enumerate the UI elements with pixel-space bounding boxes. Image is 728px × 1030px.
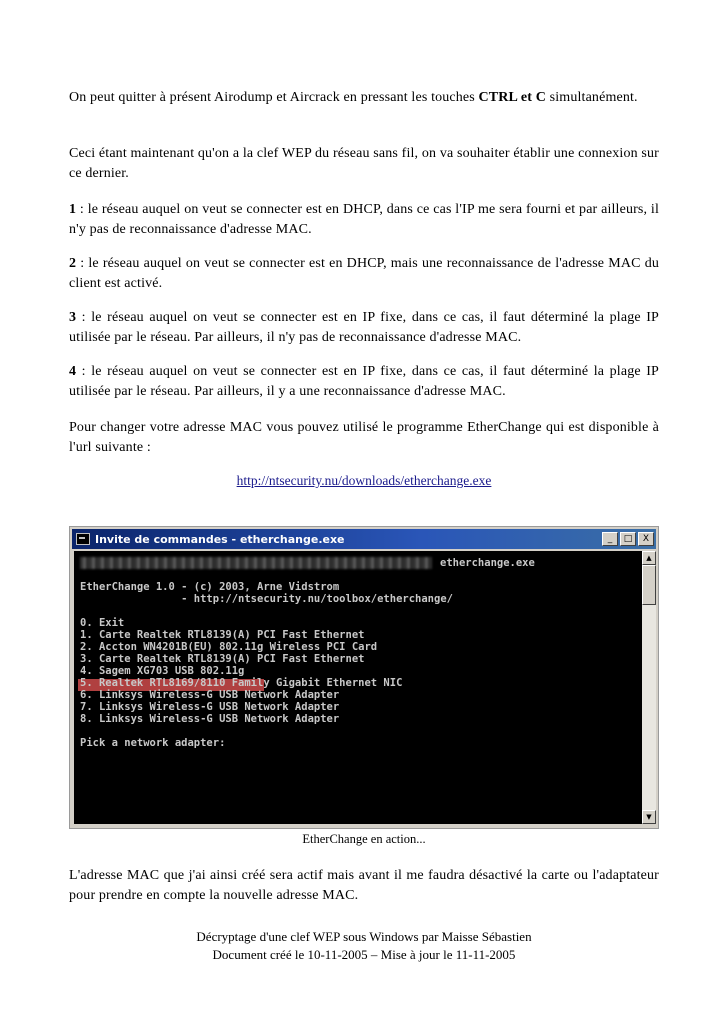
scroll-thumb[interactable] (642, 565, 656, 605)
paragraph-wep-key: Ceci étant maintenant qu'on a la clef WEP du réseau sans fil, on va souhaiter établir une connexion sur ce dernier. (69, 146, 659, 181)
console-line: 8. Linksys Wireless-G USB Network Adapter (80, 713, 340, 725)
window-titlebar (72, 529, 656, 549)
maximize-button[interactable]: □ (620, 532, 636, 546)
console-line: 2. Accton WN4201B(EU) 802.11g Wireless PCI Card (80, 641, 378, 653)
console-output (74, 551, 642, 824)
case-4-number: 4 (69, 364, 77, 379)
scroll-up-button[interactable]: ▲ (642, 551, 656, 565)
paragraph-quit-text: On peut quitter à présent Airodump et Aircrack en pressant les touches (69, 90, 479, 105)
console-prompt: Pick a network adapter: (80, 737, 226, 749)
scroll-down-button[interactable]: ▼ (642, 810, 656, 824)
case-1-text: : le réseau auquel on veut se connecter est en DHCP, dans ce cas l'IP me sera fourni et par ailleurs, il n'y pas de reconnaissance d'adresse MAC. (69, 202, 659, 237)
paragraph-mac-address: L'adresse MAC que j'ai ainsi créé sera actif mais avant il me faudra désactivé la carte ou l'adaptateur pour prendre en compte la nouvelle adresse MAC. (69, 868, 659, 903)
console-line: 4. Sagem XG703 USB 802.11g (80, 665, 245, 677)
console-line: 1. Carte Realtek RTL8139(A) PCI Fast Ethernet (80, 629, 365, 641)
footer-line-1: Décryptage d'une clef WEP sous Windows par Maisse Sébastien (196, 929, 532, 944)
paragraph-quit (69, 88, 659, 108)
window-title: Invite de commandes - etherchange.exe (95, 532, 345, 546)
console-line: EtherChange 1.0 - (c) 2003, Arne Vidstrom (80, 581, 340, 593)
etherchange-screenshot (69, 526, 659, 829)
keys-ctrl-c: CTRL et C (478, 90, 547, 105)
case-4-text: : le réseau auquel on veut se connecter est en IP fixe, dans ce cas, il faut déterminé la plage IP utilisée par le réseau. Par ailleurs, il y a une reconnaissance d'adresse MAC. (69, 364, 659, 399)
case-3 (69, 308, 659, 348)
close-button[interactable]: X (638, 532, 654, 546)
case-2 (69, 254, 659, 294)
console-line: 7. Linksys Wireless-G USB Network Adapter (80, 701, 340, 713)
case-3-text: : le réseau auquel on veut se connecter est en IP fixe, dans ce cas, il faut déterminé la plage IP utilisée par le réseau. Par ailleurs, il n'y pas de reconnaissance d'adresse MAC. (69, 310, 659, 345)
screenshot-caption: EtherChange en action... (302, 832, 426, 846)
console-line: - http://ntsecurity.nu/toolbox/etherchange/ (80, 593, 453, 605)
console-line: 3. Carte Realtek RTL8139(A) PCI Fast Ethernet (80, 653, 365, 665)
case-4 (69, 362, 659, 402)
case-2-number: 2 (69, 256, 77, 271)
download-link[interactable]: http://ntsecurity.nu/downloads/etherchange.exe (236, 473, 492, 488)
paragraph-etherchange: Pour changer votre adresse MAC vous pouvez utilisé le programme EtherChange qui est disponible à l'url suivante : (69, 420, 659, 455)
redacted-command-path (80, 557, 432, 569)
console-scrollbar[interactable] (642, 551, 656, 824)
console-line: 0. Exit (80, 617, 125, 629)
case-2-text: : le réseau auquel on veut se connecter est en DHCP, mais une reconnaissance de l'adresse MAC du client est activé. (69, 256, 659, 291)
console-line: 6. Linksys Wireless-G USB Network Adapter (80, 689, 340, 701)
minimize-button[interactable]: _ (602, 532, 618, 546)
case-1-number: 1 (69, 202, 77, 217)
console-line: 5. Realtek RTL8169/8110 Family Gigabit Ethernet NIC (80, 677, 403, 689)
case-1 (69, 200, 659, 240)
footer-line-2: Document créé le 10-11-2005 – Mise à jour le 11-11-2005 (212, 947, 516, 962)
case-3-number: 3 (69, 310, 77, 325)
paragraph-quit-end: simultanément. (546, 90, 638, 105)
console-icon (76, 533, 90, 545)
console-command: etherchange.exe (440, 557, 535, 569)
window-controls (602, 532, 654, 546)
